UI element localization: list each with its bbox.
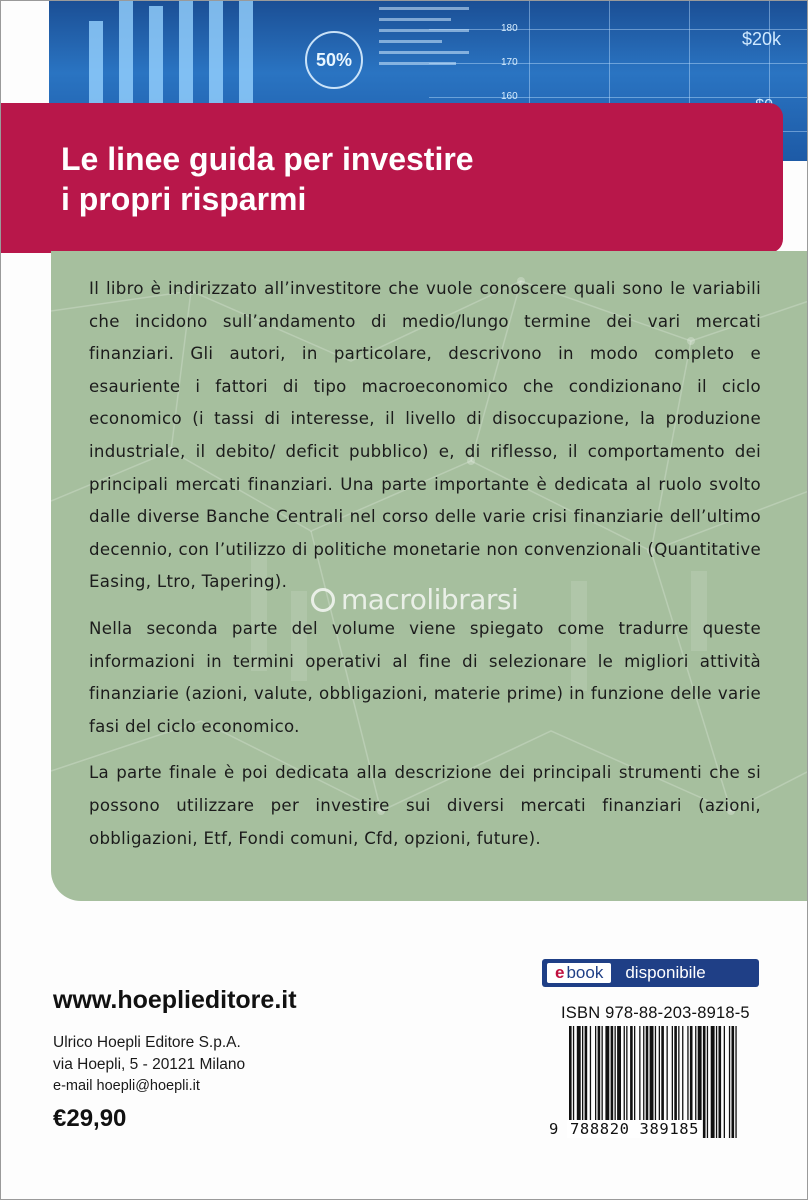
description-panel: [51, 251, 808, 901]
barcode-digits: [549, 1120, 745, 1138]
publisher-website: www.hoeplieditore.it: [53, 986, 297, 1014]
watermark-logo-icon: [311, 588, 335, 612]
price: €29,90: [53, 1105, 127, 1132]
axis-number: 170: [501, 57, 518, 68]
title-line-1: Le linee guida per investire: [61, 141, 474, 177]
ebook-badge: [542, 959, 759, 987]
percent-badge: 50%: [305, 31, 363, 89]
watermark: [311, 583, 518, 616]
isbn-label: ISBN 978-88-203-8918-5: [561, 1004, 750, 1022]
axis-number: 160: [501, 91, 518, 102]
axis-number: 180: [501, 23, 518, 34]
paragraph-3: La parte finale è poi dedicata alla descrizione dei principali strumenti che si possono utilizzare per investire sui diversi mercati finanziari (azioni, obbligazioni, Etf, Fondi comuni, Cfd, opzioni, future).: [89, 763, 761, 848]
publisher-name: Ulrico Hoepli Editore S.p.A.: [53, 1034, 241, 1051]
ebook-logo: e book: [547, 963, 611, 983]
title-line-2: i propri risparmi: [61, 181, 307, 217]
watermark-text: macrolibrarsi: [341, 583, 519, 616]
description-text: [89, 273, 761, 869]
paragraph-1: Il libro è indirizzato all’investitore che vuole conoscere quali sono le variabili che incidono sull’andamento di medio/lungo termine dei vari mercati finanziari. Gli autori, in particolare, descrivono in modo completo e esauriente i fattori di tipo macroeconomico che condizionano il ciclo economico (i tassi di interesse, il livello di disoccupazione, la produzione industriale, il debito/ deficit pubblico) e, di riflesso, il comportamento dei principali mercati finanziari. Una parte importante è dedicata al ruolo svolto dalle diverse Banche Centrali nel corso delle varie crisi finanziarie dell’ultimo decennio, con l’utilizzo di politiche monetarie non convenzionali (Quantitative Easing, Ltro, Tapering).: [89, 279, 761, 592]
paragraph-2: Nella seconda parte del volume viene spiegato come tradurre queste informazioni in termini operativi al fine di selezionare le migliori attività finanziarie (azioni, valute, obbligazioni, materie prime) in funzione delle varie fasi del ciclo economico.: [89, 618, 761, 736]
publisher-email: e-mail hoepli@hoepli.it: [53, 1078, 200, 1094]
ebook-status: disponibile: [625, 963, 706, 982]
barcode-number: 788820 389185: [567, 1120, 702, 1138]
amount-label: $20k: [741, 29, 781, 49]
book-title: [61, 139, 474, 219]
title-band: [1, 103, 783, 253]
barcode-first-digit: 9: [549, 1120, 559, 1138]
publisher-address: via Hoepli, 5 - 20121 Milano: [53, 1056, 246, 1073]
